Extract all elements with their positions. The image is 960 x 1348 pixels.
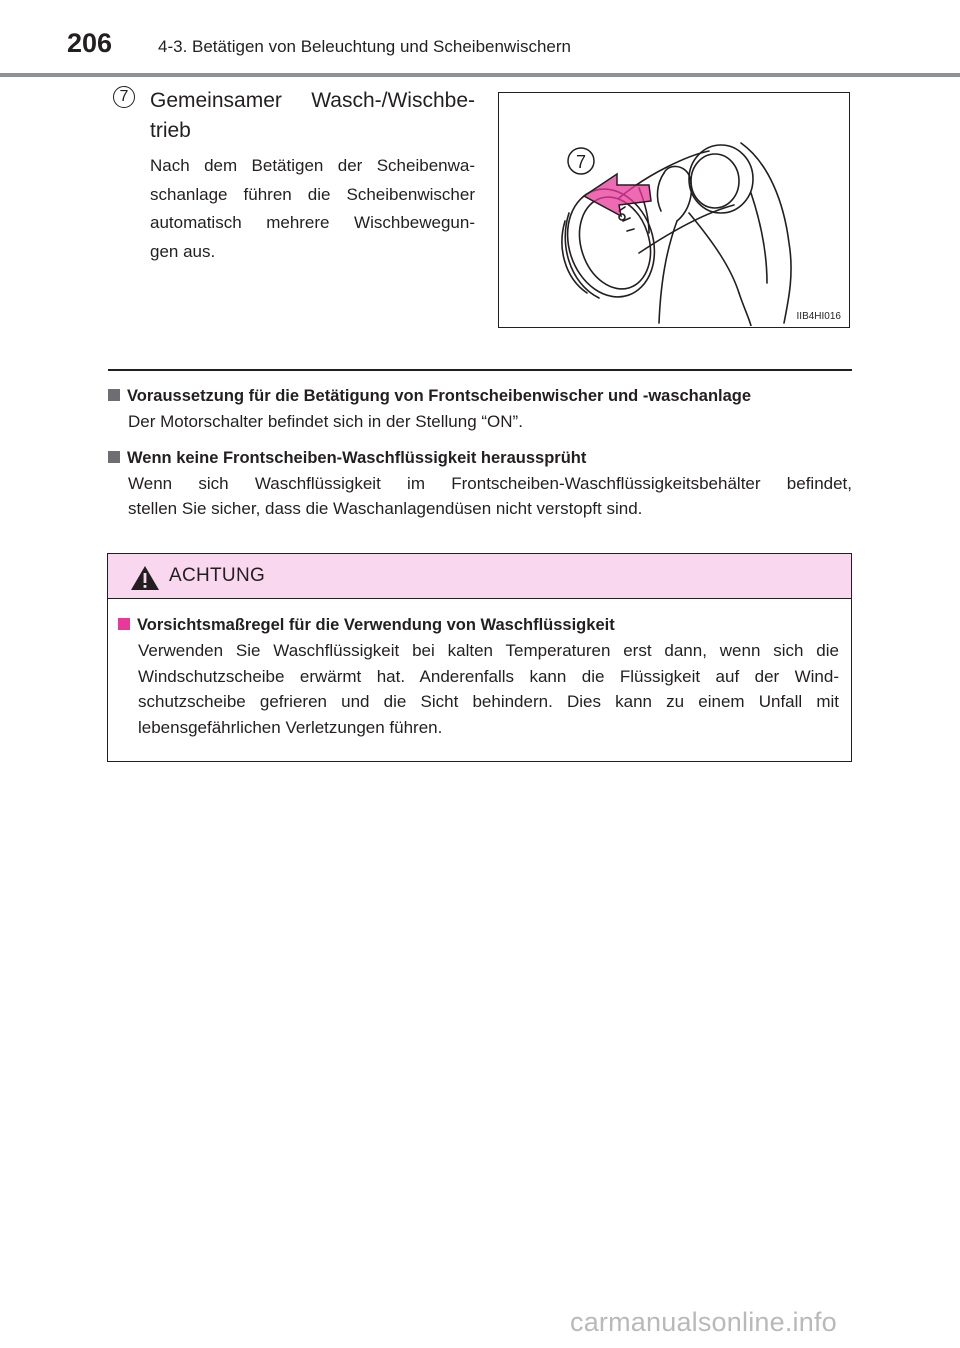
section-title: 4-3. Betätigen von Beleuchtung und Scheibenwischern (158, 37, 572, 56)
step-title-continuation: trieb (150, 119, 191, 142)
illustration-code: IIB4HI016 (796, 311, 841, 322)
step-description-line: gen aus. (150, 241, 216, 261)
warning-text (138, 638, 839, 740)
warning-title: ACHTUNG (169, 565, 266, 586)
step-number-badge: 7 (113, 86, 135, 108)
warning-heading (118, 612, 839, 638)
page-number: 206 (67, 28, 113, 58)
section-divider (108, 369, 852, 371)
warning-line: schutzscheibe gefrieren und die Sicht behindern. Dies kann zu einem Unfall mit (138, 692, 839, 711)
wiper-lever-illustration (498, 92, 850, 328)
warning-body (118, 612, 839, 740)
warning-line: Windschutzscheibe erwärmt hat. Anderenfalls kann die Flüssigkeit auf der Wind- (138, 666, 839, 686)
note-line: Der Motorschalter befindet sich in der Stellung “ON”. (128, 412, 523, 431)
square-bullet-icon (108, 389, 120, 401)
step-description-line: Nach dem Betätigen der Scheibenwa- (150, 156, 475, 175)
note-heading (108, 383, 852, 409)
note-line: stellen Sie sicher, dass die Waschanlagendüsen nicht verstopft sind. (128, 499, 643, 518)
warning-triangle-icon (130, 565, 160, 591)
step-description-line: schanlage führen die Scheibenwischer (150, 184, 475, 204)
note-text (128, 409, 852, 434)
note-operating-condition (108, 383, 852, 434)
note-heading (108, 445, 852, 471)
illustration-callout-number: 7 (575, 152, 587, 172)
square-bullet-icon (118, 618, 130, 630)
note-heading-text: Voraussetzung für die Betätigung von Frontscheibenwischer und -waschanlage (127, 387, 752, 405)
warning-line: lebensgefährlichen Verletzungen führen. (138, 717, 443, 737)
step-title: Gemeinsamer Wasch-/Wischbe- (150, 89, 475, 112)
step-description-line: automatisch mehrere Wischbewegun- (150, 213, 475, 232)
note-line: Wenn sich Waschflüssigkeit im Frontscheiben-Waschflüssigkeitsbehälter befindet, (128, 474, 852, 493)
warning-header (108, 554, 851, 599)
watermark: carmanualsonline.info (570, 1307, 837, 1337)
step-description (150, 152, 475, 266)
note-heading-text: Wenn keine Frontscheiben-Waschflüssigkeit heraussprüht (127, 449, 587, 467)
note-no-washer-fluid (108, 445, 852, 521)
note-text (128, 471, 852, 521)
warning-heading-text: Vorsichtsmaßregel für die Verwendung von Waschflüssigkeit (137, 616, 615, 634)
square-bullet-icon (108, 451, 120, 463)
warning-line: Verwenden Sie Waschflüssigkeit bei kalten Temperaturen erst dann, wenn sich die (138, 641, 839, 660)
header-divider (0, 73, 960, 77)
hand-pulling-lever-drawing (499, 93, 848, 326)
warning-box (107, 553, 852, 762)
